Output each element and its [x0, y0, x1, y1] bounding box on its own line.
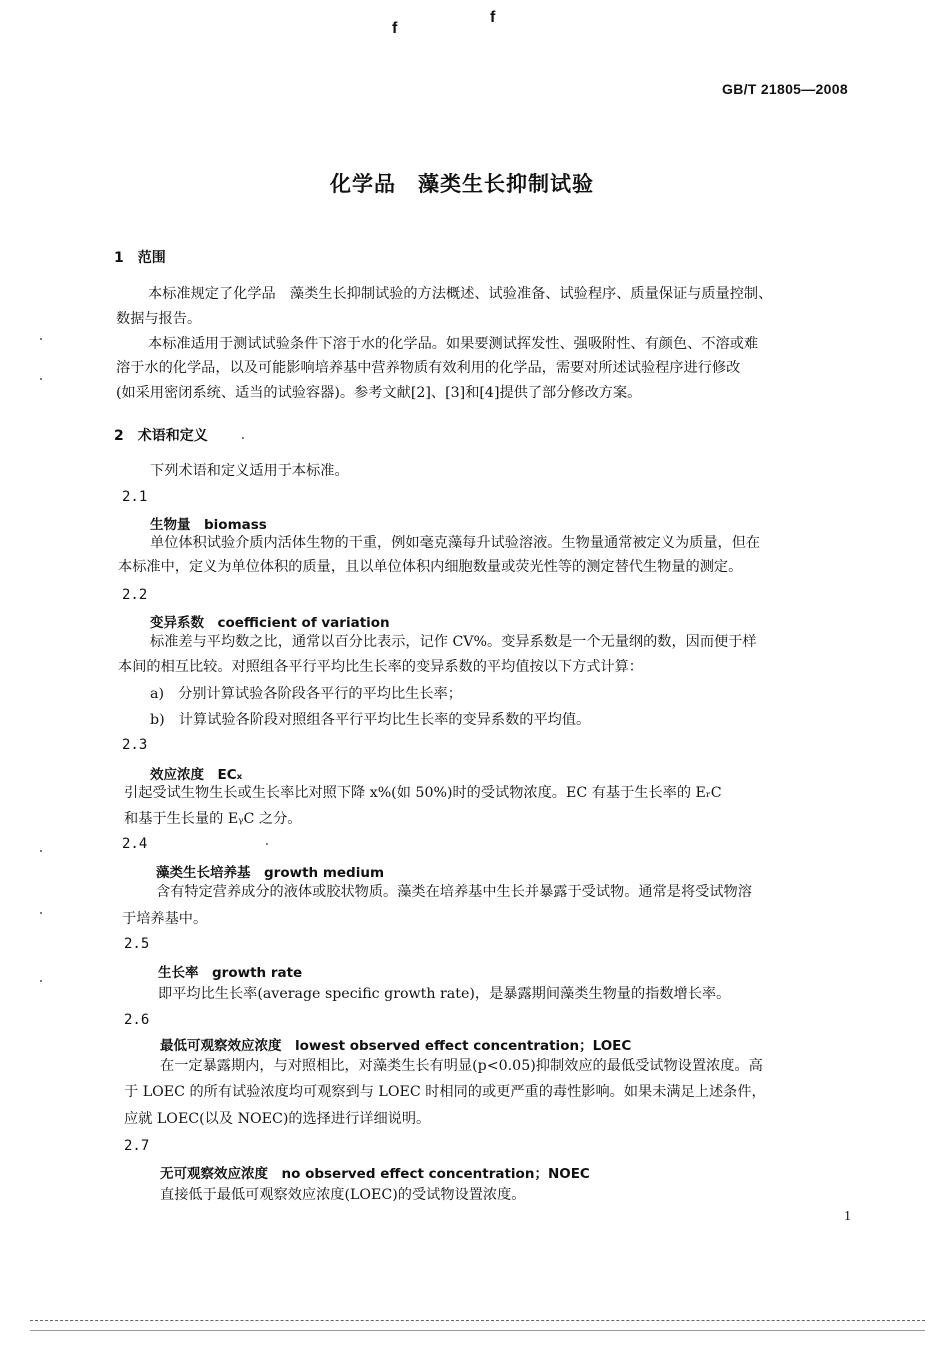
clause-number: 2.6 — [124, 1012, 150, 1028]
scan-speck — [40, 912, 42, 914]
paragraph-line: 溶于水的化学品，以及可能影响培养基中营养物质有效利用的化学品，需要对所述试验程序进行修改 — [116, 360, 741, 376]
paragraph-line: 在一定暴露期内，与对照相比，对藻类生长有明显(p<0.05)抑制效应的最低受试物设置浓度。高 — [160, 1058, 763, 1074]
paragraph-line: 本间的相互比较。对照组各平行平均比生长率的变异系数的平均值按以下方式计算： — [118, 659, 643, 675]
term-heading: 效应浓度 ECₓ — [150, 767, 243, 783]
paragraph-line: (如采用密闭系统、适当的试验容器)。参考文献[2]、[3]和[4]提供了部分修改方案。 — [116, 385, 642, 401]
term-heading: 最低可观察效应浓度 lowest observed effect concentration；LOEC — [160, 1038, 632, 1054]
paragraph-line: 直接低于最低可观察效应浓度(LOEC)的受试物设置浓度。 — [160, 1187, 526, 1203]
term-heading: 藻类生长培养基 growth medium — [156, 865, 385, 881]
paragraph-line: 含有特定营养成分的液体或胶状物质。藻类在培养基中生长并暴露于受试物。通常是将受试物溶 — [156, 884, 752, 900]
paragraph-line: 本标准规定了化学品 藻类生长抑制试验的方法概述、试验准备、试验程序、质量保证与质量控制、 — [148, 286, 773, 302]
page-number: 1 — [844, 1209, 851, 1224]
page-title: 化学品 藻类生长抑制试验 — [330, 172, 594, 196]
scan-speck — [242, 437, 244, 439]
section-heading-scope: 1 范围 — [114, 250, 166, 266]
paragraph-line: 数据与报告。 — [116, 311, 202, 327]
clause-number: 2.2 — [122, 587, 148, 603]
scan-speck — [266, 843, 268, 845]
paragraph-line: 即平均比生长率(average specific growth rate)，是暴露期间藻类生物量的指数增长率。 — [158, 986, 731, 1002]
paragraph-line: 和基于生长量的 EᵧC 之分。 — [124, 811, 302, 827]
list-item: a) 分别计算试验各阶段各平行的平均比生长率； — [150, 686, 462, 702]
paragraph-line: 下列术语和定义适用于本标准。 — [150, 463, 349, 479]
section-heading-terms: 2 术语和定义 — [114, 428, 208, 444]
scan-rule — [30, 1320, 925, 1321]
paragraph-line: 引起受试生物生长或生长率比对照下降 x%(如 50%)时的受试物浓度。EC 有基于生长率的 EᵣC — [124, 785, 722, 801]
paragraph-line: 单位体积试验介质内活体生物的干重，例如毫克藻每升试验溶液。生物量通常被定义为质量，但在 — [150, 535, 761, 551]
scan-speck — [40, 850, 42, 852]
scan-rule — [30, 1330, 925, 1331]
paragraph-line: 本标准适用于测试试验条件下溶于水的化学品。如果要测试挥发性、强吸附性、有颜色、不溶或难 — [148, 336, 759, 352]
paragraph-line: 本标准中，定义为单位体积的质量，且以单位体积内细胞数量或荧光性等的测定替代生物量的测定。 — [118, 559, 743, 575]
standard-number: GB/T 21805—2008 — [722, 81, 848, 97]
list-item: b) 计算试验各阶段对照组各平行平均比生长率的变异系数的平均值。 — [150, 712, 591, 728]
paragraph-line: 应就 LOEC(以及 NOEC)的选择进行详细说明。 — [124, 1111, 431, 1127]
page-mark: f — [490, 9, 496, 26]
scan-speck — [40, 980, 42, 982]
paragraph-line: 于培养基中。 — [122, 911, 208, 927]
term-heading: 生物量 biomass — [150, 517, 267, 533]
clause-number: 2.7 — [124, 1138, 150, 1154]
term-heading: 生长率 growth rate — [158, 965, 303, 981]
clause-number: 2.4 — [122, 836, 148, 852]
clause-number: 2.5 — [124, 936, 150, 952]
clause-number: 2.3 — [122, 737, 148, 753]
paragraph-line: 标准差与平均数之比，通常以百分比表示，记作 CV%。变异系数是一个无量纲的数，因而便于样 — [150, 634, 757, 650]
page-mark: f — [392, 20, 398, 37]
scan-speck — [40, 338, 42, 340]
paragraph-line: 于 LOEC 的所有试验浓度均可观察到与 LOEC 时相同的或更严重的毒性影响。如果未满足上述条件， — [124, 1084, 766, 1100]
scan-speck — [40, 378, 42, 380]
term-heading: 变异系数 coefficient of variation — [150, 615, 390, 631]
clause-number: 2.1 — [122, 489, 148, 505]
term-heading: 无可观察效应浓度 no observed effect concentration；NOEC — [160, 1166, 590, 1182]
